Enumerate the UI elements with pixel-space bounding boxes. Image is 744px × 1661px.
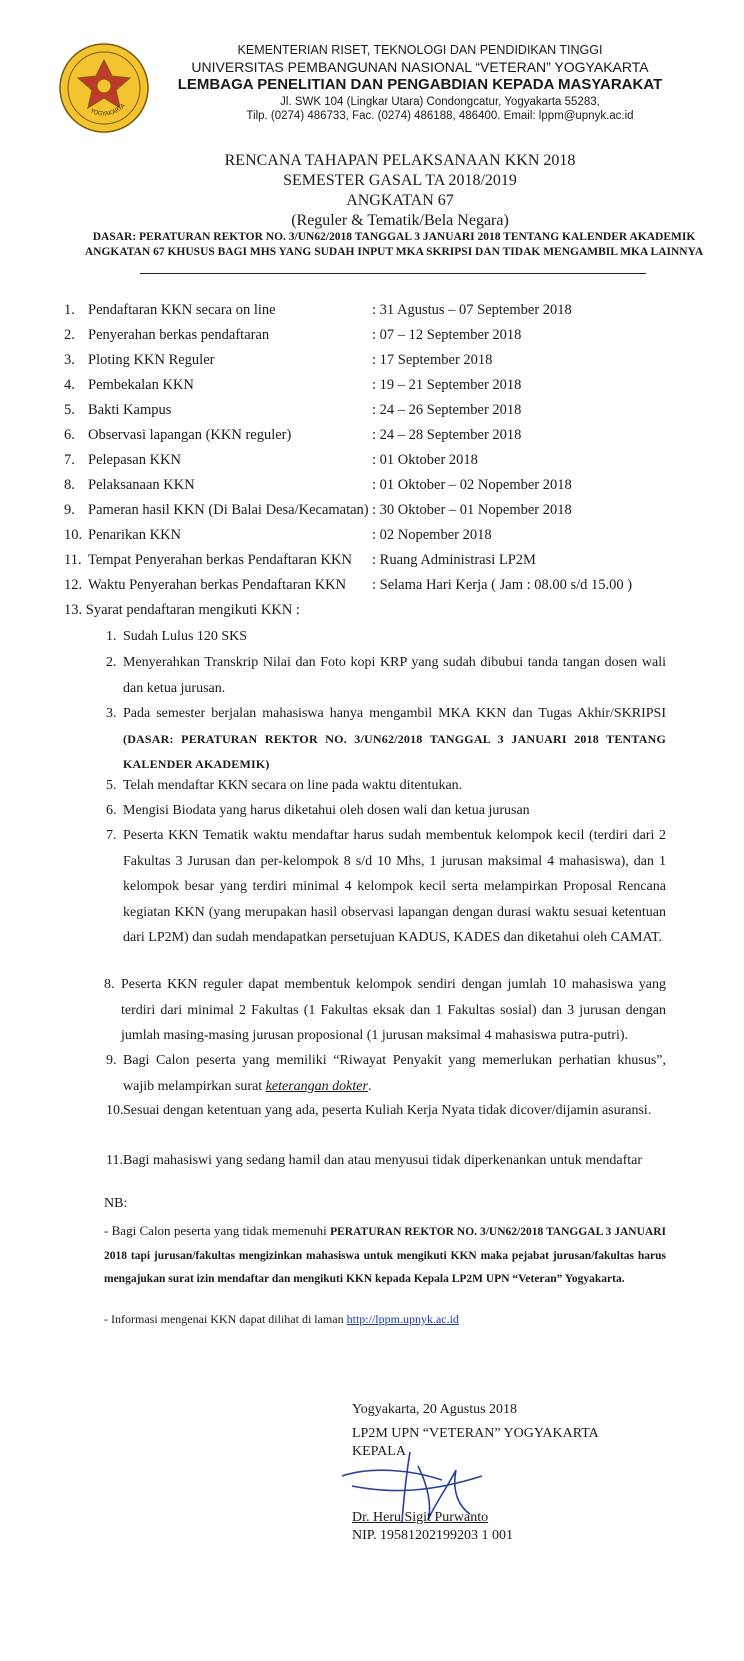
schedule-label: Penyerahan berkas pendaftaran — [88, 327, 270, 343]
logo-text: YOGYAKARTA — [89, 102, 127, 118]
title-line-1: RENCANA TAHAPAN PELAKSANAAN KKN 2018 — [224, 152, 576, 169]
schedule-label: Waktu Penyerahan berkas Pendaftaran KKN — [88, 577, 347, 593]
requirement-text: Telah mendaftar KKN secara on line pada waktu ditentukan. — [123, 778, 463, 793]
signer-nip: NIP. 19581202199203 1 001 — [352, 1528, 514, 1543]
requirement-text: Mengisi Biodata yang harus diketahui oleh dosen wali dan ketua jurusan — [123, 803, 530, 818]
signer-name: Dr. Heru Sigit Purwanto — [352, 1510, 489, 1525]
schedule-label: Pembekalan KKN — [88, 377, 194, 393]
requirements-heading: 13. Syarat pendaftaran mengikuti KKN : — [64, 602, 300, 618]
requirement-num: 7. — [106, 828, 117, 843]
doctor-certificate-text: keterangan dokter — [265, 1078, 368, 1094]
schedule-value: : 17 September 2018 — [372, 352, 493, 368]
schedule-num: 3. — [64, 352, 75, 368]
requirement-num: 2. — [106, 655, 117, 670]
schedule-value: : Ruang Administrasi LP2M — [372, 552, 536, 568]
requirement-item — [106, 1098, 666, 1124]
requirement-item — [106, 624, 666, 650]
requirement-item — [106, 701, 666, 778]
schedule-label: Pendaftaran KKN secara on line — [88, 302, 276, 318]
schedule-value: : 01 Oktober 2018 — [372, 452, 478, 468]
institute-name: LEMBAGA PENELITIAN DAN PENGABDIAN KEPADA MASYARAKAT — [177, 76, 663, 93]
schedule-label: Pelaksanaan KKN — [88, 477, 195, 493]
requirement-item — [106, 773, 666, 799]
schedule-value: : 19 – 21 September 2018 — [372, 377, 522, 393]
schedule-value: : 24 – 28 September 2018 — [372, 427, 522, 443]
university-name: UNIVERSITAS PEMBANGUNAN NASIONAL “VETERAN” YOGYAKARTA — [191, 59, 649, 75]
schedule-num: 5. — [64, 402, 75, 418]
ministry-name: KEMENTERIAN RISET, TEKNOLOGI DAN PENDIDIKAN TINGGI — [237, 43, 603, 57]
schedule-label: Tempat Penyerahan berkas Pendaftaran KKN — [88, 552, 352, 568]
nb-label: NB: — [104, 1196, 128, 1211]
requirement-num: 6. — [106, 803, 117, 818]
requirement-text: Peserta KKN reguler dapat membentuk kelompok sendiri dengan jumlah 10 mahasiswa yang terdiri dari minimal 2 Fakultas (1 Fakultas eksak dan 1 Fakultas sosial) dan 3 jurusan dengan jumlah masing-masing jurusan proposional (1 jurusan maksimal 4 mahasiswa putra-putri). — [121, 977, 666, 1043]
requirement-item — [104, 972, 666, 1049]
requirement-text: Bagi mahasiswi yang sedang hamil dan atau menyusui tidak diperkenankan untuk mendaftar — [123, 1153, 643, 1168]
requirement-item — [106, 1048, 666, 1099]
requirement-legal-basis: (DASAR: PERATURAN REKTOR NO. 3/UN62/2018 TANGGAL 3 JANUARI 2018 TENTANG KALENDER AKADEMIK) — [123, 731, 666, 771]
legal-basis: DASAR: PERATURAN REKTOR NO. 3/UN62/2018 TANGGAL 3 JANUARI 2018 TENTANG KALENDER AKADEMIK ANGKATAN 67 KHUSUS BAGI MHS YANG SUDAH INPUT MKA SKRIPSI DAN TIDAK MENGAMBIL MKA LAINNYA — [84, 231, 704, 258]
schedule-label: Observasi lapangan (KKN reguler) — [88, 427, 292, 443]
address: Jl. SWK 104 (Lingkar Utara) Condongcatur, Yogyakarta 55283, — [280, 96, 600, 108]
nb-intro: - Bagi Calon peserta yang tidak memenuhi — [104, 1223, 331, 1238]
requirement-num: 3. — [106, 706, 117, 721]
requirement-item — [106, 798, 666, 824]
nb-info-text: - Informasi mengenai KKN dapat dilihat di laman — [104, 1312, 347, 1326]
title-line-2: SEMESTER GASAL TA 2018/2019 — [283, 172, 517, 189]
requirement-num: 10. — [106, 1103, 124, 1118]
schedule-value: : 01 Oktober – 02 Nopember 2018 — [372, 477, 572, 493]
requirement-text-end: . — [367, 1078, 372, 1094]
schedule-num: 8. — [64, 477, 75, 493]
schedule-label: Bakti Kampus — [88, 402, 172, 418]
schedule-value: : 24 – 26 September 2018 — [372, 402, 522, 418]
position: KEPALA — [352, 1444, 406, 1459]
requirement-item — [106, 650, 666, 701]
title-line-3: ANGKATAN 67 — [346, 192, 454, 209]
schedule-label: Pelepasan KKN — [88, 452, 182, 468]
schedule-num: 6. — [64, 427, 75, 443]
schedule-label: Penarikan KKN — [88, 527, 182, 543]
requirement-num: 1. — [106, 629, 117, 644]
schedule-num: 11. — [64, 552, 82, 568]
contact: Tilp. (0274) 486733, Fac. (0274) 486188, 486400. Email: lppm@upnyk.ac.id — [246, 110, 634, 122]
requirement-text: Sesuai dengan ketentuan yang ada, peserta Kuliah Kerja Nyata tidak dicover/dijamin asuransi. — [123, 1103, 652, 1118]
requirement-num: 5. — [106, 778, 117, 793]
schedule-value: : 02 Nopember 2018 — [372, 527, 492, 543]
requirement-text: Menyerahkan Transkrip Nilai dan Foto kopi KRP yang sudah dibubui tanda tangan dosen wali dan ketua jurusan. — [123, 655, 666, 696]
nb-info — [104, 1312, 459, 1327]
office-name: LP2M UPN “VETERAN” YOGYAKARTA — [352, 1426, 599, 1441]
schedule-label: Pameran hasil KKN (Di Balai Desa/Kecamatan) — [88, 502, 369, 518]
schedule-num: 7. — [64, 452, 75, 468]
requirement-text: Sudah Lulus 120 SKS — [123, 629, 248, 644]
divider — [140, 273, 646, 274]
place-date: Yogyakarta, 20 Agustus 2018 — [352, 1402, 518, 1417]
schedule-num: 1. — [64, 302, 75, 318]
schedule-num: 4. — [64, 377, 75, 393]
schedule-value: : 30 Oktober – 01 Nopember 2018 — [372, 502, 572, 518]
requirement-text: Bagi Calon peserta yang memiliki “Riwayat Penyakit yang memerlukan perhatian khusus”, wajib melampirkan surat — [123, 1053, 666, 1094]
requirement-item — [106, 823, 666, 951]
schedule-num: 10. — [64, 527, 83, 543]
schedule-value: : 31 Agustus – 07 September 2018 — [372, 302, 572, 318]
requirement-text: Peserta KKN Tematik waktu mendaftar harus sudah membentuk kelompok kecil (terdiri dari 2 Fakultas 3 Jurusan dan per-kelompok 8 s/d 10 Mhs, 1 jurusan maksimal 4 mahasiswa), dan 1 kelompok besar yang terdiri minimal 4 kelompok kecil serta melampirkan Proposal Rencana kegiatan KKN (yang merupakan hasil observasi lapangan dengan durasi waktu sesuai ketentuan dari LP2M) dan sudah mendapatkan persetujuan KADUS, KADES dan diketahui oleh CAMAT. — [123, 828, 666, 945]
university-logo-icon — [58, 42, 150, 134]
schedule-num: 12. — [64, 577, 83, 593]
schedule-value: : Selama Hari Kerja ( Jam : 08.00 s/d 15.00 ) — [372, 577, 633, 593]
title-line-4: (Reguler & Tematik/Bela Negara) — [291, 212, 509, 229]
schedule-value: : 07 – 12 September 2018 — [372, 327, 522, 343]
requirement-text: Pada semester berjalan mahasiswa hanya mengambil MKA KKN dan Tugas Akhir/SKRIPSI — [123, 706, 666, 721]
requirement-num: 9. — [106, 1053, 117, 1068]
requirement-item — [106, 1148, 666, 1174]
schedule-num: 2. — [64, 327, 75, 343]
schedule-num: 9. — [64, 502, 75, 518]
nb-bold: PERATURAN REKTOR NO. 3/UN62/2018 TANGGAL 3 JANUARI 2018 tapi jurusan/fakultas mengizinkan mahasiswa untuk mengikuti KKN maka pejabat jurusan/fakultas harus mengajukan surat izin mendaftar dan mengikuti KKN kepada Kepala LP2M UPN “Veteran” Yogyakarta. — [104, 1226, 666, 1285]
requirement-num: 8. — [104, 977, 115, 992]
nb-text — [104, 1220, 666, 1291]
lppm-link[interactable]: http://lppm.upnyk.ac.id — [346, 1312, 459, 1326]
schedule-label: Ploting KKN Reguler — [88, 352, 215, 368]
requirement-num: 11. — [106, 1153, 123, 1168]
